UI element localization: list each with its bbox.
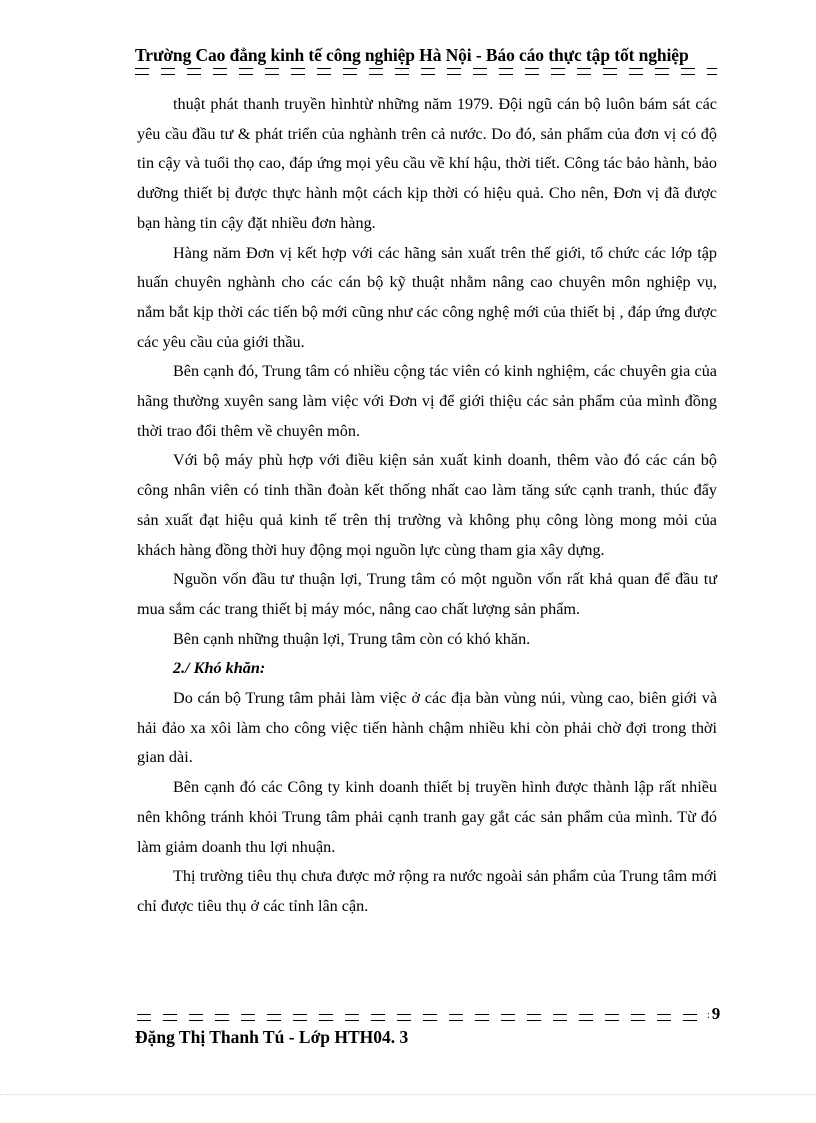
page-bottom-divider: [0, 1094, 816, 1095]
page-number-marker: :: [707, 1009, 710, 1021]
paragraph: Nguồn vốn đầu tư thuận lợi, Trung tâm có một nguồn vốn rất khả quan để đầu tư mua sắm các trang thiết bị máy móc, nâng cao chất lượng sản phẩm.: [137, 570, 717, 618]
paragraph: Với bộ máy phù hợp với điều kiện sản xuất kinh doanh, thêm vào đó các cán bộ công nhân viên có tinh thần đoàn kết thống nhất cao làm tăng sức cạnh tranh, thúc đẩy sản xuất đạt hiệu quả kinh tế trên thị trường và không phụ công lòng mong mỏi của khách hàng đồng thời huy động mọi nguồn lực cùng tham gia xây dựng.: [137, 451, 717, 559]
paragraph: Do cán bộ Trung tâm phải làm việc ở các địa bàn vùng núi, vùng cao, biên giới và hải đảo xa xôi làm cho công việc tiến hành chậm nhiều khi còn phải chờ đợi trong thời gian dài.: [137, 689, 717, 767]
paragraph: thuật phát thanh truyền hìnhtừ những năm 1979. Đội ngũ cán bộ luôn bám sát các yêu cầu đầu tư & phát triển của nghành trên cả nước. Do đó, sản phẩm của đơn vị có độ tin cậy và tuổi thọ cao, đáp ứng mọi yêu cầu về khí hậu, thời tiết. Công tác bảo hành, bảo dưỡng thiết bị được thực hành một cách kịp thời có hiệu quả. Cho nên, Đơn vị đã được bạn hàng tin cậy đặt nhiều đơn hàng.: [137, 95, 717, 232]
paragraph: Hàng năm Đơn vị kết hợp với các hãng sản xuất trên thế giới, tổ chức các lớp tập huấn chuyên nghành cho các cán bộ kỹ thuật nhằm nâng cao chuyên môn nghiệp vụ, nắm bắt kịp thời các tiến bộ mới cũng như các công nghệ mới của thiết bị , đáp ứng được các yêu cầu của giới thầu.: [137, 243, 717, 351]
page-header-title: Trường Cao đẳng kinh tế công nghiệp Hà Nội - Báo cáo thực tập tốt nghiệp: [135, 45, 689, 65]
paragraph: Thị trường tiêu thụ chưa được mở rộng ra nước ngoài sản phẩm của Trung tâm mới chỉ được tiêu thụ ở các tỉnh lân cận.: [137, 867, 717, 915]
paragraph: Bên cạnh đó, Trung tâm có nhiều cộng tác viên có kinh nghiệm, các chuyên gia của hãng thường xuyên sang làm việc với Đơn vị để giới thiệu các sản phẩm của mình đồng thời trao đổi thêm về chuyên môn.: [137, 362, 717, 440]
header-double-rule: [135, 68, 717, 75]
section-heading: 2./ Khó khăn:: [173, 659, 266, 678]
document-body: [137, 90, 717, 922]
footer-author: Đặng Thị Thanh Tú - Lớp HTH04. 3: [135, 1027, 409, 1047]
footer-double-rule: [137, 1014, 703, 1021]
page-number: [707, 1004, 720, 1024]
page-number-value: 9: [711, 1004, 721, 1023]
paragraph: Bên cạnh những thuận lợi, Trung tâm còn có khó khăn.: [173, 629, 531, 648]
paragraph: Bên cạnh đó các Công ty kinh doanh thiết bị truyền hình được thành lập rất nhiều nên không tránh khỏi Trung tâm phải cạnh tranh gay gắt các sản phẩm của mình. Từ đó làm giảm doanh thu lợi nhuận.: [137, 778, 717, 856]
